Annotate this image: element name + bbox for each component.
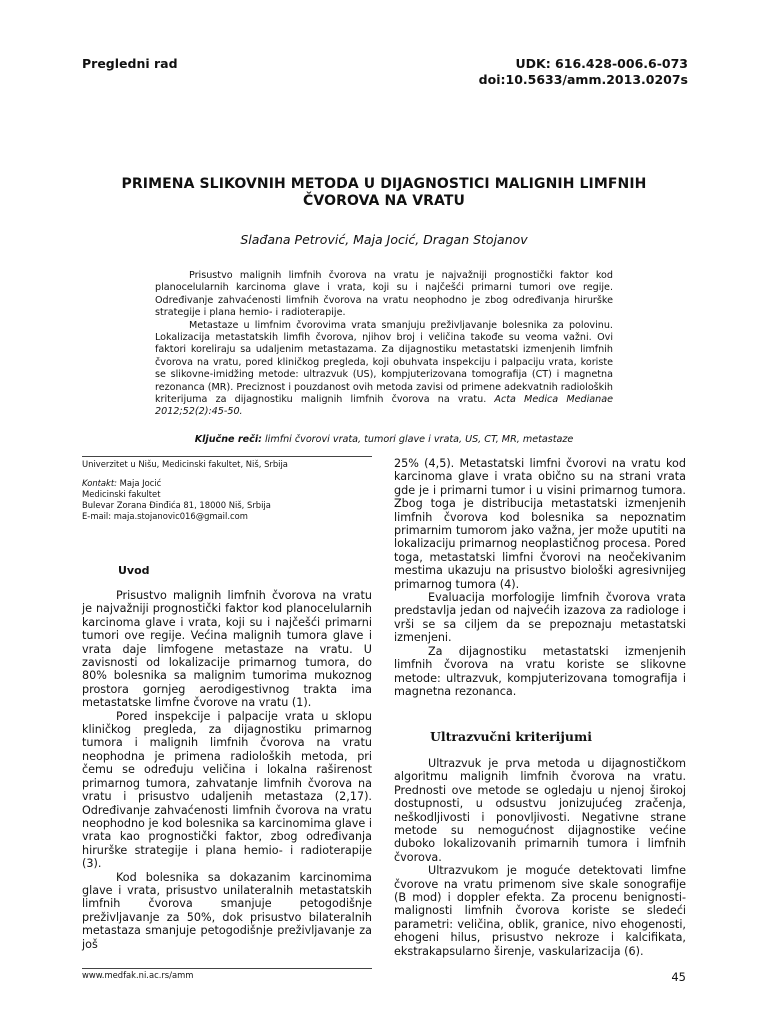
author-list: Slađana Petrović, Maja Jocić, Dragan Stojanov bbox=[240, 232, 528, 247]
left-column-body bbox=[82, 589, 372, 951]
abstract-paragraph-2 bbox=[155, 320, 613, 419]
contact-name: Maja Jocić bbox=[119, 478, 162, 488]
affiliation: Univerzitet u Nišu, Medicinski fakultet, Niš, Srbija bbox=[82, 459, 288, 469]
affiliation-divider bbox=[82, 456, 372, 457]
ultrazvuk-paragraph-1: Ultrazvuk je prva metoda u dijagnostičkom algoritmu malignih limfnih čvorova na vratu. Prednosti ove metode se ogledaju u njenoj širokoj dostupnosti, u odsustvu jonizujućeg zračenja, neškodljivosti i ponovljivosti. Negativne strane metode su nemogućnost dijagnostike većine duboko lokalizovanih primarnih tumora i limfnih čvorova. bbox=[394, 757, 686, 864]
journal-url: www.medfak.ni.ac.rs/amm bbox=[82, 970, 194, 980]
section-heading-ultrazvuk: Ultrazvučni kriterijumi bbox=[430, 729, 592, 744]
contact-info bbox=[82, 478, 372, 522]
contact-email: E-mail: maja.stojanovic016@gmail.com bbox=[82, 511, 248, 521]
keywords-label: Ključne reči: bbox=[194, 434, 262, 445]
contact-name-line bbox=[82, 478, 372, 489]
right-column-body-bottom bbox=[394, 757, 686, 958]
article-category: Pregledni rad bbox=[82, 56, 178, 71]
title-line-1: PRIMENA SLIKOVNIH METODA U DIJAGNOSTICI MALIGNIH LIMFNIH bbox=[121, 176, 647, 192]
uvod-paragraph-1: Prisustvo malignih limfnih čvorova na vratu je najvažniji prognostički faktor kod planocelularnih karcinoma glave i vrata, koji su i najčešći primarni tumori ove regije. Većina malignih tumora glave i vrata daje limfogene metastaze na vratu. U zavisnosti od lokalizacije primarnog tumora, do 80% bolesnika sa malignim tumorima mukoznog prostora gornjeg aerodigestivnog trakta ima metastatske limfne čvorove na vratu (1). bbox=[82, 589, 372, 710]
article-title bbox=[80, 176, 688, 210]
keywords bbox=[155, 434, 613, 445]
abstract bbox=[155, 270, 613, 419]
right-column-body-top bbox=[394, 457, 686, 698]
doi-code: doi:10.5633/amm.2013.0207s bbox=[478, 72, 688, 87]
abstract-paragraph-2-text: Metastaze u limfnim čvorovima vrata smanjuju preživljavanje bolesnika za polovinu. Lokalizacija metastatskih limfih čvorova, njihov broj i veličina takođe su veoma važni. Ovi faktori koreliraju sa udaljenim metastazama. Za dijagnostiku metastatski izmenjenih limfnih čvorova na vratu, pored kliničkog pregleda, koji obuhvata inspekciju i palpaciju vrata, koriste se slikovne-imidžing metode: ultrazvuk (US), kompjuterizovana tomografija (CT) i magnetna rezonanca (MR). Preciznost i pouzdanost ovih metoda zavisi od primene adekvatnih radioloških kriterijuma za dijagnostiku malignih limfnih čvorova na vratu. bbox=[155, 319, 613, 406]
right-paragraph-3: Za dijagnostiku metastatski izmenjenih limfnih čvorova na vratu koriste se slikovne metode: ultrazvuk, kompjuterizovana tomografija i magnetna rezonanca. bbox=[394, 644, 686, 698]
title-line-2: ČVOROVA NA VRATU bbox=[303, 193, 465, 209]
right-paragraph-1: 25% (4,5). Metastatski limfni čvorovi na vratu kod karcinoma glave i vrata obično su na strani vrata gde je i primarni tumor i u visini primarnog tumora. Zbog toga je distribucija metastatski izmenjenih limfnih čvorova kod bolesnika sa nepoznatim primarnim tumorom jako važna, jer može uputiti na lokalizaciju primarnog neoplastičnog procesa. Pored toga, metastatski limfni čvorovi na neočekivanim mestima ukazuju na prisustvo biološki agresivnijeg primarnog tumora (4). bbox=[394, 457, 686, 591]
contact-line-2: Bulevar Zorana Đinđića 81, 18000 Niš, Srbija bbox=[82, 500, 271, 510]
right-paragraph-2: Evaluacija morfologije limfnih čvorova vrata predstavlja jedan od najvećih izazova za radiologe i vrši se sa ciljem da se prepoznaju metastatski izmenjeni. bbox=[394, 591, 686, 645]
udk-code: UDK: 616.428-006.6-073 bbox=[515, 56, 688, 71]
abstract-paragraph-1: Prisustvo malignih limfnih čvorova na vratu je najvažniji prognostički faktor kod planocelularnih karcinoma glave i vrata, koji su i najčešći primarni tumori ove regije. Određivanje zahvaćenosti limfnih čvorova na vratu neophodno je zbog određivanja hirurške strategije i plana hemio- i radioterapije. bbox=[155, 270, 613, 319]
keywords-text: limfni čvorovi vrata, tumori glave i vrata, US, CT, MR, metastaze bbox=[265, 434, 574, 445]
ultrazvuk-paragraph-2: Ultrazvukom je moguće detektovati limfne čvorove na vratu primenom sive skale sonografije (B mod) i doppler efekta. Za procenu benignosti-malignosti limfnih čvorova koriste se sledeći parametri: veličina, oblik, granice, nivo ehogenosti, ehogeni hilus, prisustvo nekroze i kalcifikata, ekstrakapsularno širenje, vaskularizacija (6). bbox=[394, 864, 686, 958]
article-identifiers bbox=[479, 56, 688, 88]
contact-line-1: Medicinski fakultet bbox=[82, 489, 161, 499]
uvod-paragraph-3: Kod bolesnika sa dokazanim karcinomima glave i vrata, prisustvo unilateralnih metastatskih limfnih čvorova smanjuje petogodišnje preživljavanje za 50%, dok prisustvo bilateralnih metastaza smanjuje petogodišnje preživljavanje za još bbox=[82, 870, 372, 951]
contact-label: Kontakt: bbox=[82, 478, 117, 488]
section-heading-uvod: Uvod bbox=[118, 564, 150, 577]
abstract-citation: Acta Medica Medianae 2012;52(2):45-50. bbox=[155, 394, 613, 418]
page-number: 45 bbox=[671, 970, 686, 984]
uvod-paragraph-2: Pored inspekcije i palpacije vrata u sklopu kliničkog pregleda, za dijagnostiku primarnog tumora i malignih limfnih čvorova na vratu neophodna je primena radioloških metoda, pri čemu se određuju veličina i lokalna raširenost primarnog tumora, zahvatanje limfnih čvorova na vratu i prisustvo udaljenih metastaza (2,17). Određivanje zahvaćenosti limfnih čvorova na vratu neophodno je kod bolesnika sa karcinomima glave i vrata kao prognostički faktor, zbog određivanja hirurške strategije i plana hemio- i radioterapije (3). bbox=[82, 709, 372, 871]
footer-divider bbox=[82, 968, 372, 969]
